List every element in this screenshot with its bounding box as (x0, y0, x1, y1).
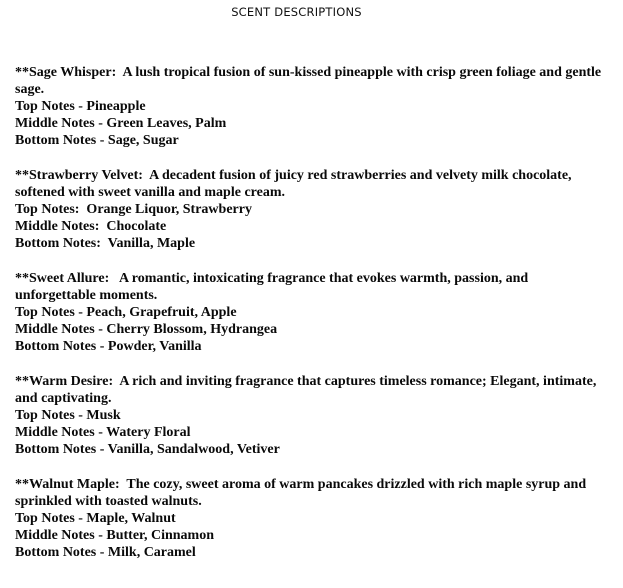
bottom-notes: Bottom Notes - Milk, Caramel (15, 545, 196, 560)
top-notes: Top Notes - Pineapple (15, 99, 146, 114)
scent-entry-walnut-maple (15, 476, 611, 561)
scent-entry-strawberry-velvet (15, 167, 611, 252)
top-notes: Top Notes - Peach, Grapefruit, Apple (15, 305, 237, 320)
bottom-notes: Bottom Notes: Vanilla, Maple (15, 236, 196, 251)
top-notes: Top Notes: Orange Liquor, Strawberry (15, 202, 252, 217)
bottom-notes: Bottom Notes - Vanilla, Sandalwood, Vetiver (15, 442, 280, 457)
scent-description: **Sage Whisper: A lush tropical fusion of sun-kissed pineapple with crisp green foliage and gentle sage. (15, 65, 605, 97)
scent-entry-sage-whisper (15, 64, 611, 149)
top-notes: Top Notes - Musk (15, 408, 121, 423)
middle-notes: Middle Notes: Chocolate (15, 219, 167, 234)
scent-entry-sweet-allure (15, 270, 611, 355)
middle-notes: Middle Notes - Butter, Cinnamon (15, 528, 214, 543)
middle-notes: Middle Notes - Cherry Blossom, Hydrangea (15, 322, 278, 337)
scent-description: **Strawberry Velvet: A decadent fusion of juicy red strawberries and velvety milk chocolate, softened with sweet vanilla and maple cream. (15, 168, 576, 200)
middle-notes: Middle Notes - Watery Floral (15, 425, 191, 440)
top-notes: Top Notes - Maple, Walnut (15, 511, 176, 526)
scent-description: **Warm Desire: A rich and inviting fragrance that captures timeless romance; Elegant, intimate, and captivating. (15, 374, 600, 406)
scent-description: **Sweet Allure: A romantic, intoxicating fragrance that evokes warmth, passion, and unforgettable moments. (15, 271, 532, 303)
scent-entry-warm-desire (15, 373, 611, 458)
bottom-notes: Bottom Notes - Sage, Sugar (15, 133, 179, 148)
page-title: SCENT DESCRIPTIONS (231, 5, 362, 19)
bottom-notes: Bottom Notes - Powder, Vanilla (15, 339, 202, 354)
scent-list (15, 64, 611, 579)
scent-description: **Walnut Maple: The cozy, sweet aroma of warm pancakes drizzled with rich maple syrup and sprinkled with toasted walnuts. (15, 477, 590, 509)
middle-notes: Middle Notes - Green Leaves, Palm (15, 116, 227, 131)
